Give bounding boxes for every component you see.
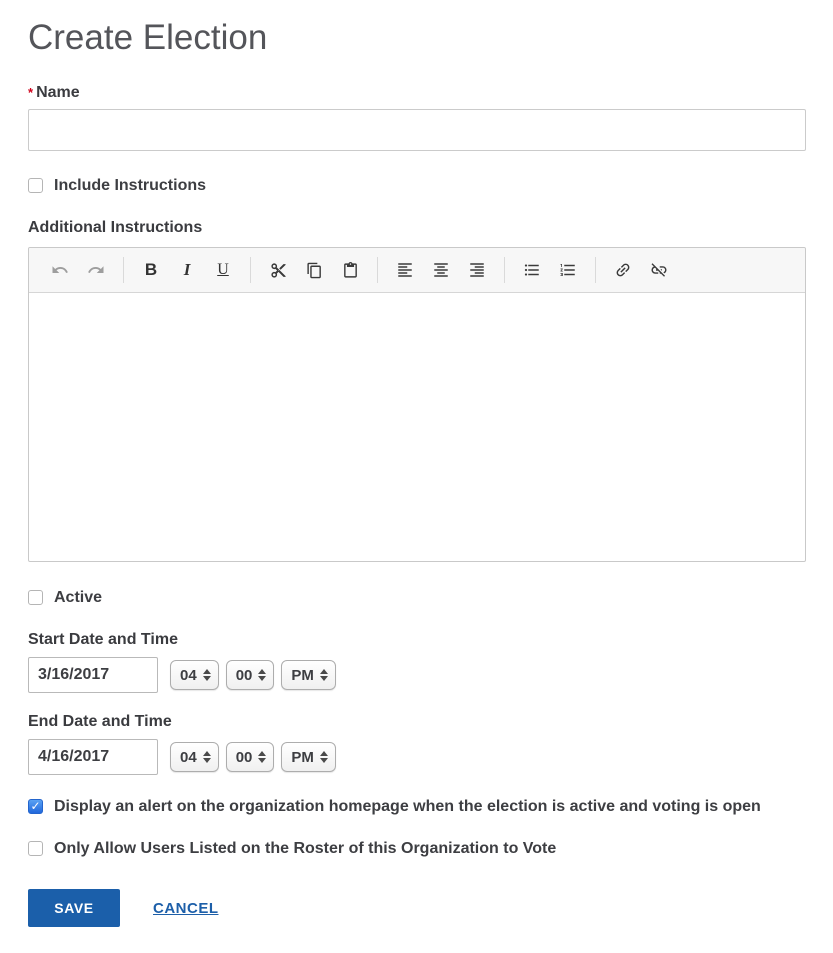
start-date-input[interactable] [28,657,158,693]
stepper-arrows-icon [320,751,328,763]
start-minute-value: 00 [235,666,253,684]
toolbar-separator [250,257,251,283]
bullet-list-button[interactable] [516,254,548,286]
italic-icon: I [183,260,191,279]
instructions-editor-body[interactable] [29,293,805,561]
link-icon [614,261,632,279]
redo-button[interactable] [80,254,112,286]
italic-button[interactable] [171,254,203,286]
end-meridiem-value: PM [291,748,314,766]
numbered-list-icon [559,261,577,279]
bold-button[interactable] [135,254,167,286]
end-hour-select[interactable] [170,742,219,772]
toolbar-separator [595,257,596,283]
bullet-list-icon [523,261,541,279]
stepper-arrows-icon [203,669,211,681]
display-alert-row[interactable] [28,797,806,816]
name-label-text: Name [36,84,80,101]
cancel-link[interactable]: CANCEL [153,899,219,917]
display-alert-checkbox[interactable] [28,799,43,814]
toolbar-group-history [37,254,119,286]
required-asterisk: * [28,85,34,100]
roster-only-row[interactable] [28,839,806,858]
include-instructions-row[interactable] [28,176,806,195]
end-date-label: End Date and Time [28,713,172,730]
underline-icon: U [217,261,229,278]
toolbar-separator [123,257,124,283]
cut-button[interactable] [262,254,294,286]
start-date-row [28,657,806,693]
toolbar-separator [377,257,378,283]
end-hour-value: 04 [180,748,197,766]
toolbar-separator [504,257,505,283]
include-instructions-checkbox[interactable] [28,178,43,193]
active-row[interactable] [28,588,806,607]
display-alert-label: Display an alert on the organization homepage when the election is active and voting is open [54,798,761,815]
redo-icon [87,261,105,279]
start-meridiem-select[interactable] [281,660,336,690]
roster-only-label: Only Allow Users Listed on the Roster of this Organization to Vote [54,840,557,857]
stepper-arrows-icon [258,751,266,763]
include-instructions-label: Include Instructions [54,177,207,194]
save-button[interactable]: SAVE [28,889,120,927]
stepper-arrows-icon [258,669,266,681]
active-checkbox[interactable] [28,590,43,605]
paste-icon [342,262,359,279]
start-minute-select[interactable] [226,660,275,690]
align-right-icon [468,261,486,279]
align-left-icon [396,261,414,279]
align-left-button[interactable] [389,254,421,286]
page-title: Create Election [28,18,268,57]
underline-button[interactable] [207,254,239,286]
toolbar-group-basic [128,254,246,286]
editor-toolbar [29,248,805,293]
align-center-button[interactable] [425,254,457,286]
additional-instructions-label: Additional Instructions [28,219,203,236]
end-meridiem-select[interactable] [281,742,336,772]
paste-button[interactable] [334,254,366,286]
toolbar-group-lists [509,254,591,286]
undo-button[interactable] [44,254,76,286]
active-label: Active [54,589,103,606]
end-date-input[interactable] [28,739,158,775]
align-center-icon [432,261,450,279]
roster-only-checkbox[interactable] [28,841,43,856]
link-button[interactable] [607,254,639,286]
stepper-arrows-icon [320,669,328,681]
toolbar-group-links [600,254,682,286]
copy-button[interactable] [298,254,330,286]
name-label [28,84,806,102]
toolbar-group-align [382,254,500,286]
name-input[interactable] [28,109,806,151]
cut-icon [270,262,287,279]
stepper-arrows-icon [203,751,211,763]
align-right-button[interactable] [461,254,493,286]
copy-icon [306,262,323,279]
bold-icon: B [144,260,158,279]
toolbar-group-clipboard [255,254,373,286]
start-hour-value: 04 [180,666,197,684]
start-hour-select[interactable] [170,660,219,690]
undo-icon [51,261,69,279]
unlink-button[interactable] [643,254,675,286]
end-minute-value: 00 [235,748,253,766]
start-date-label: Start Date and Time [28,631,178,648]
end-date-row [28,739,806,775]
form-actions [28,889,806,927]
numbered-list-button[interactable] [552,254,584,286]
rich-text-editor [28,247,806,562]
unlink-icon [650,261,668,279]
start-meridiem-value: PM [291,666,314,684]
end-minute-select[interactable] [226,742,275,772]
